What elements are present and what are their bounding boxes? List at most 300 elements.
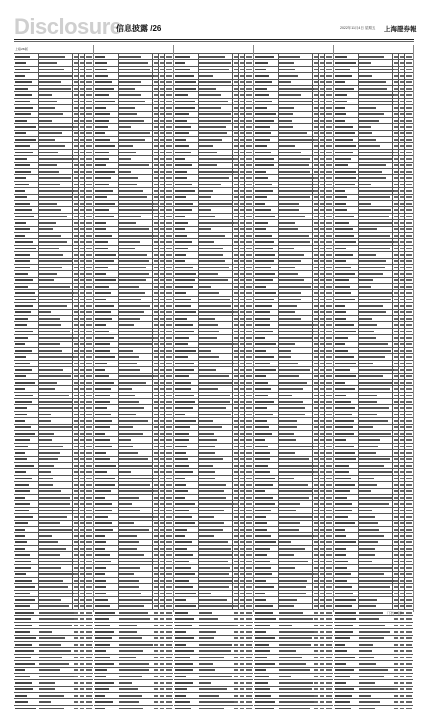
row-date-cell <box>326 657 332 659</box>
row-date-cell <box>86 708 92 710</box>
row-date-cell <box>86 177 92 179</box>
row-name-cell <box>199 554 233 556</box>
row-date-cell <box>166 356 172 358</box>
row-name-cell <box>359 126 371 128</box>
row-code-cell <box>255 650 270 652</box>
row-code-cell <box>255 484 273 486</box>
row-date-cell <box>406 567 412 569</box>
column-divider <box>392 53 393 609</box>
row-date-cell <box>326 81 332 83</box>
row-code-cell <box>335 586 352 588</box>
row-code-cell <box>95 56 105 58</box>
row-date-cell <box>406 241 412 243</box>
table-row <box>254 705 333 711</box>
row-value-cell <box>394 618 398 620</box>
row-code-cell <box>175 101 195 103</box>
column-divider <box>232 53 233 609</box>
row-code-cell <box>335 88 354 90</box>
row-code-cell <box>335 631 353 633</box>
row-date-cell <box>406 573 412 575</box>
row-date-cell <box>406 452 412 454</box>
row-name-cell <box>39 420 51 422</box>
row-code-cell <box>335 241 356 243</box>
row-name-cell <box>119 529 149 531</box>
row-name-cell <box>359 478 374 480</box>
row-date-cell <box>86 695 92 697</box>
row-date-cell <box>406 484 412 486</box>
row-name-cell <box>279 580 307 582</box>
row-date-cell <box>86 222 92 224</box>
row-date-cell <box>406 510 412 512</box>
row-name-cell <box>39 267 62 269</box>
row-name-cell <box>39 605 69 607</box>
row-date-cell <box>406 625 412 627</box>
row-date-cell <box>406 94 412 96</box>
row-code-cell <box>335 541 356 543</box>
row-name-cell <box>119 107 135 109</box>
row-name-cell <box>119 458 148 460</box>
row-name-cell <box>39 688 55 690</box>
row-name-cell <box>39 126 76 128</box>
row-date-cell <box>406 395 412 397</box>
row-date-cell <box>246 657 252 659</box>
row-date-cell <box>246 490 252 492</box>
row-name-cell <box>199 120 231 122</box>
row-value-cell <box>160 663 164 665</box>
row-value-cell <box>394 650 398 652</box>
row-date-cell <box>326 663 332 665</box>
row-code-cell <box>335 120 345 122</box>
row-date-cell <box>86 120 92 122</box>
row-value-cell <box>400 708 404 710</box>
row-name-cell <box>199 676 232 678</box>
row-value-cell <box>320 663 324 665</box>
row-code-cell <box>255 669 266 671</box>
row-code-cell <box>255 196 267 198</box>
row-code-cell <box>335 465 349 467</box>
row-date-cell <box>166 222 172 224</box>
column-divider <box>118 53 119 609</box>
row-date-cell <box>166 503 172 505</box>
row-code-cell <box>95 369 105 371</box>
row-code-cell <box>15 599 35 601</box>
row-value-cell <box>160 618 164 620</box>
disclosure-table <box>14 53 93 711</box>
row-code-cell <box>175 260 185 262</box>
row-value-cell <box>74 637 78 639</box>
row-name-cell <box>359 650 372 652</box>
row-code-cell <box>95 209 109 211</box>
row-date-cell <box>166 484 172 486</box>
row-name-cell <box>359 593 392 595</box>
row-code-cell <box>255 267 271 269</box>
row-date-cell <box>406 311 412 313</box>
row-date-cell <box>166 395 172 397</box>
row-code-cell <box>95 439 110 441</box>
row-date-cell <box>86 465 92 467</box>
row-code-cell <box>175 190 195 192</box>
row-code-cell <box>335 184 355 186</box>
row-name-cell <box>279 350 291 352</box>
row-name-cell <box>359 401 377 403</box>
row-code-cell <box>335 446 354 448</box>
row-code-cell <box>335 343 345 345</box>
row-code-cell <box>335 369 350 371</box>
row-name-cell <box>359 209 391 211</box>
row-code-cell <box>175 446 187 448</box>
row-name-cell <box>199 126 226 128</box>
row-code-cell <box>15 631 30 633</box>
row-value-cell <box>314 650 318 652</box>
row-date-cell <box>326 107 332 109</box>
row-name-cell <box>359 497 392 499</box>
row-value-cell <box>394 669 398 671</box>
row-date-cell <box>86 356 92 358</box>
row-code-cell <box>335 75 352 77</box>
row-name-cell <box>279 216 305 218</box>
row-name-cell <box>279 618 313 620</box>
row-date-cell <box>406 599 412 601</box>
row-date-cell <box>326 235 332 237</box>
row-value-cell <box>160 708 164 710</box>
row-name-cell <box>359 625 385 627</box>
row-name-cell <box>119 650 143 652</box>
row-date-cell <box>246 669 252 671</box>
row-name-cell <box>199 273 218 275</box>
row-name-cell <box>119 612 148 614</box>
row-date-cell <box>166 382 172 384</box>
row-name-cell <box>359 248 390 250</box>
row-date-cell <box>166 196 172 198</box>
row-date-cell <box>406 612 412 614</box>
row-name-cell <box>359 446 378 448</box>
row-name-cell <box>279 567 295 569</box>
row-date-cell <box>326 510 332 512</box>
row-code-cell <box>95 497 105 499</box>
row-name-cell <box>279 158 310 160</box>
row-value-cell <box>154 618 158 620</box>
row-date-cell <box>246 152 252 154</box>
row-code-cell <box>15 69 30 71</box>
row-code-cell <box>335 164 348 166</box>
column-divider <box>278 53 279 609</box>
row-code-cell <box>255 637 275 639</box>
row-date-cell <box>86 625 92 627</box>
row-date-cell <box>406 254 412 256</box>
row-name-cell <box>279 311 295 313</box>
row-date-cell <box>326 605 332 607</box>
row-code-cell <box>95 356 115 358</box>
row-date-cell <box>86 426 92 428</box>
row-name-cell <box>359 196 390 198</box>
row-name-cell <box>199 62 231 64</box>
row-name-cell <box>199 260 225 262</box>
row-name-cell <box>39 637 65 639</box>
row-date-cell <box>406 663 412 665</box>
row-name-cell <box>359 75 372 77</box>
row-name-cell <box>359 618 379 620</box>
row-name-cell <box>359 503 389 505</box>
row-code-cell <box>335 708 351 710</box>
row-name-cell <box>359 184 371 186</box>
row-name-cell <box>279 171 310 173</box>
row-name-cell <box>199 471 215 473</box>
row-name-cell <box>359 120 379 122</box>
row-date-cell <box>246 69 252 71</box>
row-code-cell <box>15 139 36 141</box>
row-name-cell <box>199 426 222 428</box>
row-name-cell <box>39 433 54 435</box>
row-name-cell <box>39 522 60 524</box>
row-code-cell <box>175 75 194 77</box>
row-code-cell <box>175 267 193 269</box>
row-value-cell <box>160 695 164 697</box>
row-code-cell <box>255 145 267 147</box>
row-code-cell <box>255 567 271 569</box>
row-date-cell <box>326 701 332 703</box>
row-name-cell <box>359 382 393 384</box>
row-date-cell <box>86 567 92 569</box>
row-name-cell <box>199 324 218 326</box>
row-value-cell <box>400 650 404 652</box>
row-code-cell <box>255 439 265 441</box>
row-name-cell <box>199 503 235 505</box>
row-name-cell <box>279 331 315 333</box>
row-name-cell <box>199 363 236 365</box>
row-name-cell <box>359 708 375 710</box>
row-value-cell <box>240 612 244 614</box>
row-code-cell <box>175 126 191 128</box>
row-name-cell <box>279 529 299 531</box>
row-code-cell <box>255 522 267 524</box>
row-date-cell <box>246 75 252 77</box>
row-value-cell <box>74 701 78 703</box>
row-code-cell <box>255 363 270 365</box>
row-code-cell <box>175 311 196 313</box>
row-code-cell <box>175 414 185 416</box>
row-code-cell <box>15 510 29 512</box>
row-code-cell <box>15 637 36 639</box>
row-name-cell <box>119 113 137 115</box>
row-name-cell <box>359 81 386 83</box>
row-value-cell <box>234 657 238 659</box>
row-date-cell <box>246 196 252 198</box>
row-code-cell <box>335 522 355 524</box>
row-name-cell <box>359 458 390 460</box>
row-code-cell <box>335 311 346 313</box>
row-date-cell <box>326 113 332 115</box>
row-date-cell <box>246 324 252 326</box>
row-code-cell <box>255 580 266 582</box>
row-name-cell <box>199 439 217 441</box>
row-value-cell <box>240 669 244 671</box>
row-name-cell <box>119 586 139 588</box>
row-date-cell <box>406 139 412 141</box>
row-code-cell <box>255 561 270 563</box>
row-name-cell <box>39 561 74 563</box>
row-code-cell <box>335 676 350 678</box>
row-code-cell <box>255 139 270 141</box>
row-code-cell <box>95 490 111 492</box>
row-date-cell <box>246 548 252 550</box>
row-date-cell <box>166 669 172 671</box>
row-code-cell <box>175 235 187 237</box>
row-name-cell <box>119 637 142 639</box>
row-date-cell <box>166 145 172 147</box>
row-name-cell <box>359 426 373 428</box>
row-code-cell <box>15 561 31 563</box>
table-row <box>14 705 93 711</box>
row-code-cell <box>95 618 109 620</box>
row-code-cell <box>15 522 28 524</box>
row-name-cell <box>39 203 57 205</box>
row-name-cell <box>39 311 51 313</box>
row-date-cell <box>326 75 332 77</box>
row-date-cell <box>326 94 332 96</box>
row-date-cell <box>406 471 412 473</box>
row-date-cell <box>166 184 172 186</box>
row-date-cell <box>326 484 332 486</box>
row-code-cell <box>15 254 30 256</box>
row-name-cell <box>279 126 293 128</box>
row-date-cell <box>246 331 252 333</box>
row-code-cell <box>335 279 349 281</box>
row-date-cell <box>326 363 332 365</box>
row-name-cell <box>279 541 291 543</box>
row-name-cell <box>359 452 376 454</box>
row-date-cell <box>246 139 252 141</box>
row-code-cell <box>95 580 106 582</box>
row-name-cell <box>359 132 372 134</box>
row-date-cell <box>166 599 172 601</box>
row-code-cell <box>255 541 276 543</box>
row-name-cell <box>359 471 392 473</box>
row-code-cell <box>95 311 111 313</box>
row-code-cell <box>175 465 189 467</box>
row-code-cell <box>335 62 356 64</box>
row-name-cell <box>119 663 149 665</box>
row-date-cell <box>246 113 252 115</box>
row-code-cell <box>175 573 195 575</box>
row-name-cell <box>39 490 61 492</box>
row-date-cell <box>326 554 332 556</box>
row-code-cell <box>175 331 194 333</box>
row-name-cell <box>199 286 211 288</box>
row-code-cell <box>255 529 267 531</box>
row-date-cell <box>86 311 92 313</box>
row-value-cell <box>80 688 84 690</box>
row-value-cell <box>400 682 404 684</box>
row-code-cell <box>175 209 192 211</box>
row-date-cell <box>166 548 172 550</box>
row-name-cell <box>39 184 60 186</box>
row-name-cell <box>199 433 214 435</box>
row-date-cell <box>326 164 332 166</box>
row-name-cell <box>199 446 215 448</box>
row-code-cell <box>95 388 111 390</box>
row-name-cell <box>359 688 395 690</box>
row-code-cell <box>255 286 266 288</box>
row-date-cell <box>406 516 412 518</box>
row-code-cell <box>15 548 25 550</box>
row-name-cell <box>279 458 309 460</box>
row-code-cell <box>335 688 354 690</box>
row-name-cell <box>359 311 386 313</box>
row-code-cell <box>95 420 112 422</box>
row-code-cell <box>175 152 191 154</box>
row-code-cell <box>95 248 108 250</box>
row-name-cell <box>119 573 134 575</box>
row-date-cell <box>406 203 412 205</box>
row-name-cell <box>119 708 143 710</box>
row-name-cell <box>279 688 312 690</box>
row-code-cell <box>95 452 106 454</box>
row-date-cell <box>406 586 412 588</box>
row-value-cell <box>394 688 398 690</box>
row-value-cell <box>320 644 324 646</box>
row-code-cell <box>335 625 353 627</box>
row-code-cell <box>95 554 110 556</box>
row-name-cell <box>39 567 61 569</box>
row-date-cell <box>246 356 252 358</box>
row-date-cell <box>166 637 172 639</box>
row-date-cell <box>86 209 92 211</box>
row-code-cell <box>95 101 115 103</box>
row-name-cell <box>359 439 380 441</box>
row-code-cell <box>255 631 266 633</box>
row-code-cell <box>95 663 114 665</box>
row-code-cell <box>175 599 186 601</box>
row-date-cell <box>246 433 252 435</box>
row-code-cell <box>335 235 354 237</box>
row-date-cell <box>166 101 172 103</box>
row-date-cell <box>86 663 92 665</box>
row-date-cell <box>86 522 92 524</box>
row-name-cell <box>279 439 296 441</box>
row-code-cell <box>95 177 111 179</box>
row-name-cell <box>199 510 224 512</box>
row-code-cell <box>95 593 106 595</box>
row-name-cell <box>119 407 144 409</box>
row-code-cell <box>175 497 185 499</box>
row-date-cell <box>326 688 332 690</box>
row-name-cell <box>119 599 152 601</box>
row-date-cell <box>86 554 92 556</box>
row-code-cell <box>175 228 185 230</box>
row-date-cell <box>86 267 92 269</box>
row-date-cell <box>86 395 92 397</box>
row-date-cell <box>406 235 412 237</box>
row-date-cell <box>246 554 252 556</box>
row-code-cell <box>255 535 271 537</box>
row-date-cell <box>86 228 92 230</box>
row-date-cell <box>326 382 332 384</box>
row-name-cell <box>279 388 303 390</box>
row-code-cell <box>175 484 186 486</box>
row-value-cell <box>160 612 164 614</box>
row-date-cell <box>406 708 412 710</box>
row-code-cell <box>175 94 188 96</box>
row-code-cell <box>95 337 114 339</box>
row-code-cell <box>95 567 106 569</box>
row-date-cell <box>326 650 332 652</box>
row-date-cell <box>86 535 92 537</box>
row-code-cell <box>175 426 190 428</box>
row-date-cell <box>246 164 252 166</box>
row-name-cell <box>279 120 292 122</box>
row-value-cell <box>234 688 238 690</box>
row-date-cell <box>166 426 172 428</box>
